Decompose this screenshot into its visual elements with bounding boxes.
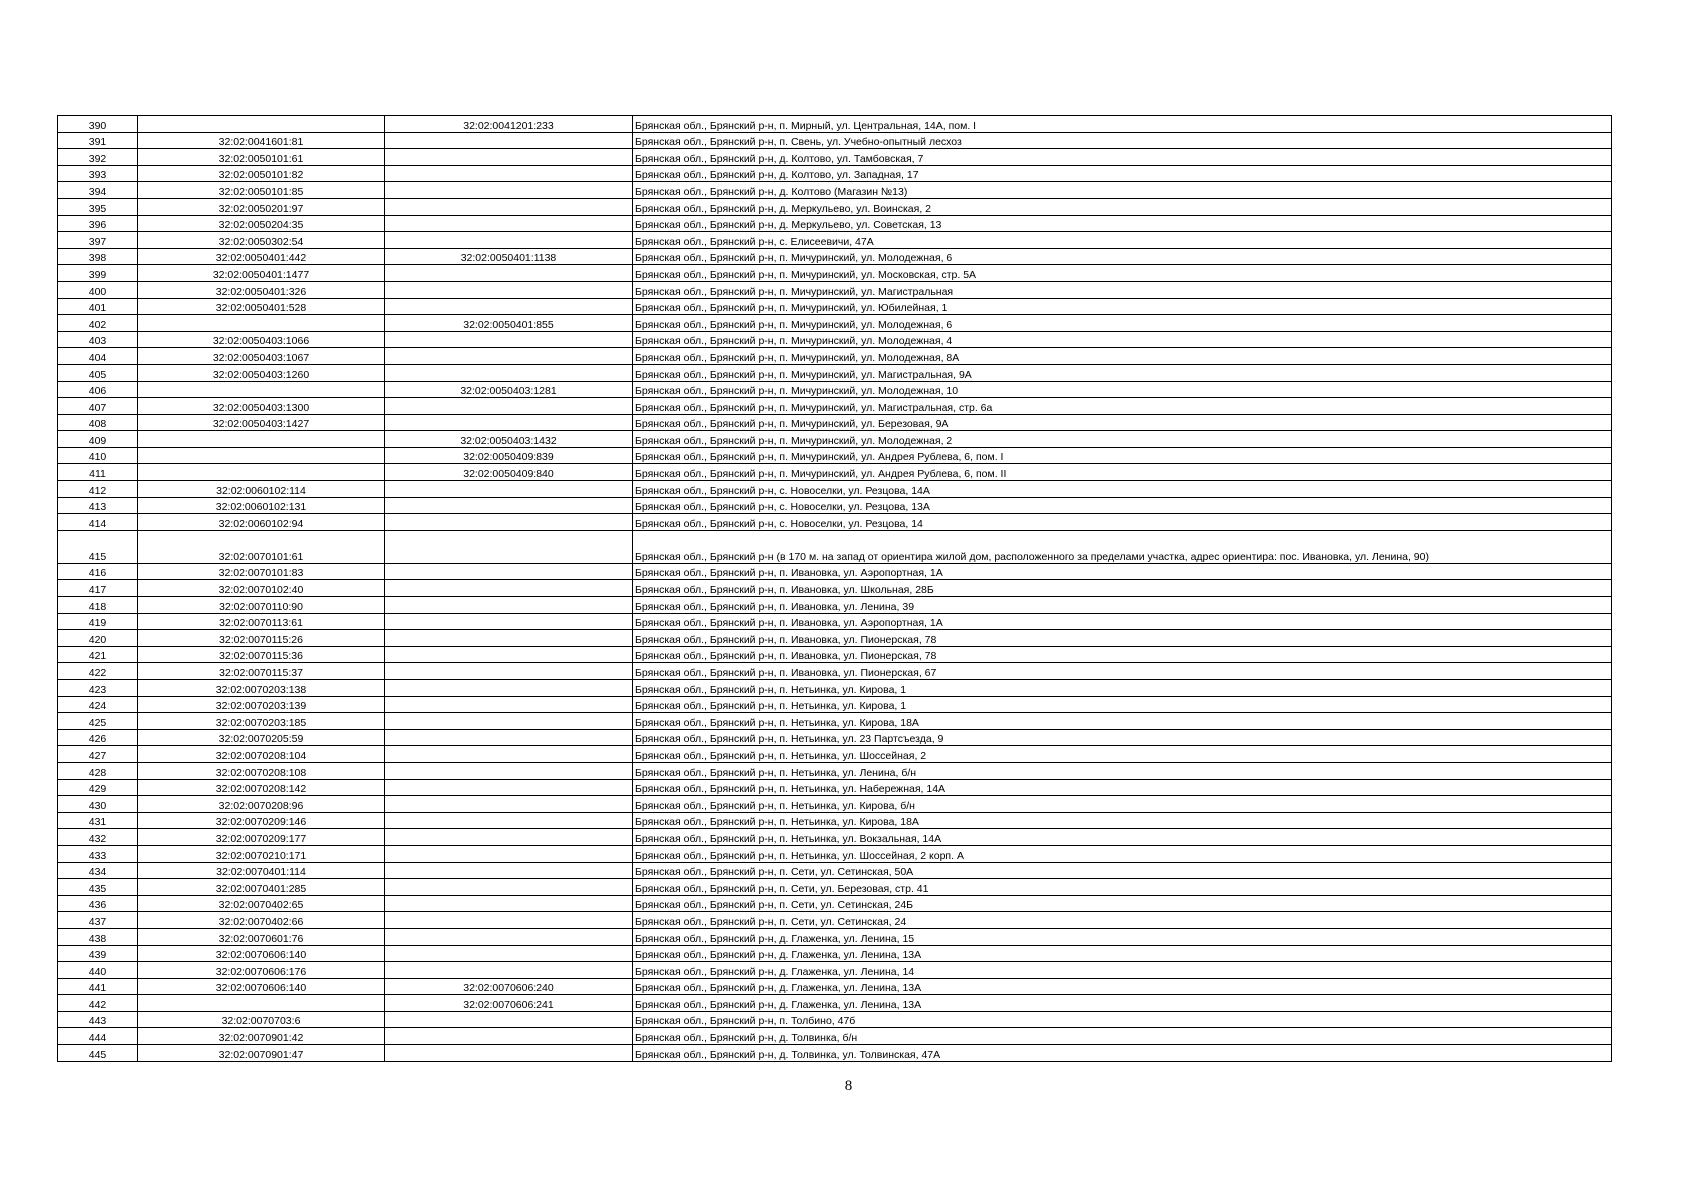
row-number-cell: 439 — [58, 945, 138, 962]
row-number-cell: 398 — [58, 248, 138, 265]
cadastral-number-cell: 32:02:0070208:104 — [138, 746, 385, 763]
cadastral-number-cell: 32:02:0070703:6 — [138, 1011, 385, 1028]
table-row — [58, 331, 1612, 348]
cadastral-number-cell: 32:02:0070102:40 — [138, 580, 385, 597]
page-number: 8 — [844, 1078, 853, 1094]
address-cell: Брянская обл., Брянский р-н, с. Новоселки, ул. Резцова, 14А — [633, 481, 1612, 498]
address-cell: Брянская обл., Брянский р-н, п. Мичуринский, ул. Магистральная, 9А — [633, 364, 1612, 381]
table-row — [58, 862, 1612, 879]
building-number-cell — [385, 812, 633, 829]
building-number-cell — [385, 762, 633, 779]
address-cell: Брянская обл., Брянский р-н, п. Сети, ул. Сетинская, 24Б — [633, 895, 1612, 912]
address-cell: Брянская обл., Брянский р-н, п. Нетьинка, ул. Кирова, 18А — [633, 812, 1612, 829]
row-number-cell: 418 — [58, 597, 138, 614]
table-row — [58, 995, 1612, 1012]
table-row — [58, 563, 1612, 580]
row-number-cell: 415 — [58, 530, 138, 563]
row-number-cell: 429 — [58, 779, 138, 796]
row-number-cell: 420 — [58, 630, 138, 647]
cadastral-number-cell: 32:02:0070402:65 — [138, 895, 385, 912]
table-row — [58, 530, 1612, 563]
address-cell: Брянская обл., Брянский р-н, д. Колтово, ул. Тамбовская, 7 — [633, 149, 1612, 166]
table-row — [58, 182, 1612, 199]
table-row — [58, 597, 1612, 614]
cadastral-number-cell: 32:02:0050403:1260 — [138, 364, 385, 381]
building-number-cell — [385, 729, 633, 746]
building-number-cell: 32:02:0050401:855 — [385, 315, 633, 332]
building-number-cell — [385, 563, 633, 580]
cadastral-number-cell: 32:02:0050401:528 — [138, 298, 385, 315]
building-number-cell: 32:02:0050403:1432 — [385, 431, 633, 448]
table-row — [58, 298, 1612, 315]
building-number-cell — [385, 331, 633, 348]
cadastral-number-cell: 32:02:0050101:85 — [138, 182, 385, 199]
table-row — [58, 497, 1612, 514]
address-cell: Брянская обл., Брянский р-н, д. Толвинка, ул. Толвинская, 47А — [633, 1045, 1612, 1062]
building-number-cell — [385, 663, 633, 680]
cadastral-number-cell: 32:02:0070115:26 — [138, 630, 385, 647]
row-number-cell: 433 — [58, 845, 138, 862]
address-cell: Брянская обл., Брянский р-н, п. Мичуринский, ул. Магистральная — [633, 281, 1612, 298]
row-number-cell: 435 — [58, 879, 138, 896]
table-row — [58, 464, 1612, 481]
building-number-cell — [385, 414, 633, 431]
row-number-cell: 414 — [58, 514, 138, 531]
building-number-cell: 32:02:0070606:240 — [385, 978, 633, 995]
building-number-cell — [385, 779, 633, 796]
table-row — [58, 646, 1612, 663]
cadastral-number-cell: 32:02:0050403:1066 — [138, 331, 385, 348]
table-row — [58, 713, 1612, 730]
building-number-cell — [385, 613, 633, 630]
table-row — [58, 481, 1612, 498]
cadastral-number-cell: 32:02:0070115:36 — [138, 646, 385, 663]
cadastral-number-cell: 32:02:0070113:61 — [138, 613, 385, 630]
address-cell: Брянская обл., Брянский р-н, п. Мичуринский, ул. Магистральная, стр. 6а — [633, 398, 1612, 415]
building-number-cell — [385, 862, 633, 879]
building-number-cell — [385, 746, 633, 763]
row-number-cell: 390 — [58, 116, 138, 133]
row-number-cell: 392 — [58, 149, 138, 166]
address-cell: Брянская обл., Брянский р-н, п. Ивановка, ул. Аэропортная, 1А — [633, 613, 1612, 630]
table-row — [58, 1011, 1612, 1028]
address-cell: Брянская обл., Брянский р-н, п. Сети, ул. Сетинская, 24 — [633, 912, 1612, 929]
table-row — [58, 729, 1612, 746]
row-number-cell: 428 — [58, 762, 138, 779]
row-number-cell: 421 — [58, 646, 138, 663]
building-number-cell — [385, 962, 633, 979]
building-number-cell — [385, 198, 633, 215]
row-number-cell: 394 — [58, 182, 138, 199]
cadastral-number-cell — [138, 116, 385, 133]
address-cell: Брянская обл., Брянский р-н, п. Нетьинка, ул. Набережная, 14А — [633, 779, 1612, 796]
table-row — [58, 364, 1612, 381]
table-row — [58, 116, 1612, 133]
table-row — [58, 812, 1612, 829]
row-number-cell: 405 — [58, 364, 138, 381]
row-number-cell: 393 — [58, 165, 138, 182]
address-cell: Брянская обл., Брянский р-н, п. Ивановка, ул. Ленина, 39 — [633, 597, 1612, 614]
building-number-cell — [385, 1028, 633, 1045]
row-number-cell: 430 — [58, 796, 138, 813]
row-number-cell: 436 — [58, 895, 138, 912]
row-number-cell: 423 — [58, 680, 138, 697]
cadastral-number-cell: 32:02:0070606:140 — [138, 978, 385, 995]
row-number-cell: 417 — [58, 580, 138, 597]
cadastral-number-cell: 32:02:0070601:76 — [138, 928, 385, 945]
building-number-cell — [385, 928, 633, 945]
cadastral-number-cell: 32:02:0050403:1427 — [138, 414, 385, 431]
cadastral-number-cell — [138, 431, 385, 448]
cadastral-number-cell: 32:02:0070901:47 — [138, 1045, 385, 1062]
building-number-cell — [385, 364, 633, 381]
cadastral-number-cell: 32:02:0050101:61 — [138, 149, 385, 166]
cadastral-number-cell: 32:02:0060102:114 — [138, 481, 385, 498]
address-cell: Брянская обл., Брянский р-н, п. Ивановка, ул. Пионерская, 78 — [633, 630, 1612, 647]
address-cell: Брянская обл., Брянский р-н, п. Нетьинка, ул. Кирова, 18А — [633, 713, 1612, 730]
registry-table — [57, 115, 1612, 1062]
address-cell: Брянская обл., Брянский р-н, п. Мичуринский, ул. Молодежная, 8А — [633, 348, 1612, 365]
table-row — [58, 663, 1612, 680]
building-number-cell — [385, 298, 633, 315]
cadastral-number-cell: 32:02:0060102:131 — [138, 497, 385, 514]
table-row — [58, 1028, 1612, 1045]
row-number-cell: 441 — [58, 978, 138, 995]
table-row — [58, 315, 1612, 332]
address-cell: Брянская обл., Брянский р-н, п. Мирный, ул. Центральная, 14А, пом. I — [633, 116, 1612, 133]
row-number-cell: 419 — [58, 613, 138, 630]
row-number-cell: 404 — [58, 348, 138, 365]
building-number-cell — [385, 497, 633, 514]
cadastral-number-cell: 32:02:0070110:90 — [138, 597, 385, 614]
address-cell: Брянская обл., Брянский р-н, п. Нетьинка, ул. Кирова, б/н — [633, 796, 1612, 813]
table-row — [58, 431, 1612, 448]
table-row — [58, 895, 1612, 912]
row-number-cell: 426 — [58, 729, 138, 746]
building-number-cell — [385, 912, 633, 929]
table-row — [58, 514, 1612, 531]
table-row — [58, 945, 1612, 962]
table-row — [58, 132, 1612, 149]
cadastral-number-cell: 32:02:0070203:138 — [138, 680, 385, 697]
cadastral-number-cell: 32:02:0050403:1067 — [138, 348, 385, 365]
cadastral-number-cell: 32:02:0050401:442 — [138, 248, 385, 265]
row-number-cell: 402 — [58, 315, 138, 332]
cadastral-number-cell: 32:02:0070205:59 — [138, 729, 385, 746]
building-number-cell — [385, 348, 633, 365]
address-cell: Брянская обл., Брянский р-н, д. Колтово (Магазин №13) — [633, 182, 1612, 199]
address-cell: Брянская обл., Брянский р-н, д. Глаженка, ул. Ленина, 14 — [633, 962, 1612, 979]
building-number-cell — [385, 1011, 633, 1028]
row-number-cell: 434 — [58, 862, 138, 879]
address-cell: Брянская обл., Брянский р-н, п. Мичуринский, ул. Березовая, 9А — [633, 414, 1612, 431]
row-number-cell: 425 — [58, 713, 138, 730]
building-number-cell — [385, 845, 633, 862]
cadastral-number-cell: 32:02:0050401:326 — [138, 281, 385, 298]
building-number-cell — [385, 165, 633, 182]
building-number-cell: 32:02:0050409:839 — [385, 447, 633, 464]
table-row — [58, 248, 1612, 265]
address-cell: Брянская обл., Брянский р-н, с. Новоселки, ул. Резцова, 14 — [633, 514, 1612, 531]
cadastral-number-cell: 32:02:0070606:140 — [138, 945, 385, 962]
address-cell: Брянская обл., Брянский р-н, п. Ивановка, ул. Пионерская, 78 — [633, 646, 1612, 663]
table-row — [58, 796, 1612, 813]
row-number-cell: 442 — [58, 995, 138, 1012]
cadastral-number-cell: 32:02:0070401:114 — [138, 862, 385, 879]
address-cell: Брянская обл., Брянский р-н, д. Глаженка, ул. Ленина, 13А — [633, 945, 1612, 962]
address-cell: Брянская обл., Брянский р-н, п. Толбино, 47б — [633, 1011, 1612, 1028]
row-number-cell: 397 — [58, 232, 138, 249]
address-cell: Брянская обл., Брянский р-н, п. Нетьинка, ул. Ленина, б/н — [633, 762, 1612, 779]
row-number-cell: 399 — [58, 265, 138, 282]
address-cell: Брянская обл., Брянский р-н, п. Ивановка, ул. Аэропортная, 1А — [633, 563, 1612, 580]
row-number-cell: 395 — [58, 198, 138, 215]
table-row — [58, 680, 1612, 697]
address-cell: Брянская обл., Брянский р-н, с. Елисеевичи, 47А — [633, 232, 1612, 249]
cadastral-number-cell: 32:02:0070208:108 — [138, 762, 385, 779]
row-number-cell: 437 — [58, 912, 138, 929]
address-cell: Брянская обл., Брянский р-н, п. Мичуринский, ул. Молодежная, 6 — [633, 315, 1612, 332]
table-row — [58, 746, 1612, 763]
building-number-cell — [385, 895, 633, 912]
building-number-cell — [385, 481, 633, 498]
row-number-cell: 408 — [58, 414, 138, 431]
address-cell: Брянская обл., Брянский р-н, п. Мичуринский, ул. Андрея Рублева, 6, пом. I — [633, 447, 1612, 464]
table-row — [58, 381, 1612, 398]
building-number-cell — [385, 182, 633, 199]
building-number-cell: 32:02:0041201:233 — [385, 116, 633, 133]
address-cell: Брянская обл., Брянский р-н, д. Глаженка, ул. Ленина, 13А — [633, 995, 1612, 1012]
table-row — [58, 962, 1612, 979]
building-number-cell — [385, 530, 633, 563]
address-cell: Брянская обл., Брянский р-н, п. Мичуринский, ул. Молодежная, 2 — [633, 431, 1612, 448]
building-number-cell — [385, 514, 633, 531]
row-number-cell: 431 — [58, 812, 138, 829]
row-number-cell: 407 — [58, 398, 138, 415]
row-number-cell: 440 — [58, 962, 138, 979]
row-number-cell: 443 — [58, 1011, 138, 1028]
table-row — [58, 978, 1612, 995]
address-cell: Брянская обл., Брянский р-н, д. Глаженка, ул. Ленина, 15 — [633, 928, 1612, 945]
building-number-cell — [385, 580, 633, 597]
address-cell: Брянская обл., Брянский р-н, п. Свень, ул. Учебно-опытный лесхоз — [633, 132, 1612, 149]
address-cell: Брянская обл., Брянский р-н, д. Глаженка, ул. Ленина, 13А — [633, 978, 1612, 995]
cadastral-number-cell — [138, 447, 385, 464]
row-number-cell: 409 — [58, 431, 138, 448]
cadastral-number-cell: 32:02:0070209:177 — [138, 829, 385, 846]
row-number-cell: 432 — [58, 829, 138, 846]
table-row — [58, 348, 1612, 365]
building-number-cell — [385, 696, 633, 713]
building-number-cell — [385, 945, 633, 962]
building-number-cell: 32:02:0050403:1281 — [385, 381, 633, 398]
row-number-cell: 401 — [58, 298, 138, 315]
cadastral-number-cell — [138, 315, 385, 332]
row-number-cell: 406 — [58, 381, 138, 398]
table-row — [58, 281, 1612, 298]
cadastral-number-cell: 32:02:0050401:1477 — [138, 265, 385, 282]
address-cell: Брянская обл., Брянский р-н, п. Нетьинка, ул. Вокзальная, 14А — [633, 829, 1612, 846]
cadastral-number-cell — [138, 464, 385, 481]
table-row — [58, 414, 1612, 431]
row-number-cell: 403 — [58, 331, 138, 348]
cadastral-number-cell: 32:02:0070901:42 — [138, 1028, 385, 1045]
building-number-cell — [385, 265, 633, 282]
cadastral-number-cell: 32:02:0050101:82 — [138, 165, 385, 182]
building-number-cell — [385, 630, 633, 647]
address-cell: Брянская обл., Брянский р-н, д. Толвинка, б/н — [633, 1028, 1612, 1045]
cadastral-number-cell: 32:02:0070210:171 — [138, 845, 385, 862]
table-row — [58, 912, 1612, 929]
cadastral-number-cell: 32:02:0060102:94 — [138, 514, 385, 531]
cadastral-number-cell: 32:02:0070203:185 — [138, 713, 385, 730]
address-cell: Брянская обл., Брянский р-н, п. Сети, ул. Сетинская, 50А — [633, 862, 1612, 879]
cadastral-number-cell: 32:02:0070606:176 — [138, 962, 385, 979]
address-cell: Брянская обл., Брянский р-н, п. Нетьинка, ул. Кирова, 1 — [633, 680, 1612, 697]
cadastral-number-cell: 32:02:0070402:66 — [138, 912, 385, 929]
building-number-cell — [385, 149, 633, 166]
row-number-cell: 427 — [58, 746, 138, 763]
address-cell: Брянская обл., Брянский р-н, п. Нетьинка, ул. Кирова, 1 — [633, 696, 1612, 713]
address-cell: Брянская обл., Брянский р-н, с. Новоселки, ул. Резцова, 13А — [633, 497, 1612, 514]
row-number-cell: 438 — [58, 928, 138, 945]
cadastral-number-cell: 32:02:0070203:139 — [138, 696, 385, 713]
cadastral-number-cell — [138, 381, 385, 398]
cadastral-number-cell — [138, 995, 385, 1012]
row-number-cell: 424 — [58, 696, 138, 713]
building-number-cell — [385, 796, 633, 813]
building-number-cell — [385, 232, 633, 249]
building-number-cell: 32:02:0050409:840 — [385, 464, 633, 481]
cadastral-number-cell: 32:02:0050302:54 — [138, 232, 385, 249]
table-row — [58, 198, 1612, 215]
table-row — [58, 630, 1612, 647]
building-number-cell — [385, 597, 633, 614]
address-cell: Брянская обл., Брянский р-н, п. Мичуринский, ул. Молодежная, 4 — [633, 331, 1612, 348]
address-cell: Брянская обл., Брянский р-н, п. Мичуринский, ул. Московская, стр. 5А — [633, 265, 1612, 282]
address-cell: Брянская обл., Брянский р-н (в 170 м. на запад от ориентира жилой дом, расположенного за пределами участка, адрес ориентира: пос. Ивановка, ул. Ленина, 90) — [633, 530, 1612, 563]
cadastral-number-cell: 32:02:0070101:83 — [138, 563, 385, 580]
table-row — [58, 149, 1612, 166]
building-number-cell — [385, 132, 633, 149]
address-cell: Брянская обл., Брянский р-н, п. Мичуринский, ул. Юбилейная, 1 — [633, 298, 1612, 315]
address-cell: Брянская обл., Брянский р-н, д. Меркульево, ул. Воинская, 2 — [633, 198, 1612, 215]
address-cell: Брянская обл., Брянский р-н, д. Колтово, ул. Западная, 17 — [633, 165, 1612, 182]
table-row — [58, 580, 1612, 597]
row-number-cell: 444 — [58, 1028, 138, 1045]
cadastral-number-cell: 32:02:0050403:1300 — [138, 398, 385, 415]
row-number-cell: 416 — [58, 563, 138, 580]
address-cell: Брянская обл., Брянский р-н, п. Мичуринский, ул. Андрея Рублева, 6, пом. II — [633, 464, 1612, 481]
registry-table-body — [58, 116, 1612, 1062]
row-number-cell: 413 — [58, 497, 138, 514]
table-row — [58, 879, 1612, 896]
cadastral-number-cell: 32:02:0070208:142 — [138, 779, 385, 796]
row-number-cell: 410 — [58, 447, 138, 464]
row-number-cell: 422 — [58, 663, 138, 680]
building-number-cell — [385, 646, 633, 663]
address-cell: Брянская обл., Брянский р-н, п. Нетьинка, ул. Шоссейная, 2 корп. А — [633, 845, 1612, 862]
row-number-cell: 396 — [58, 215, 138, 232]
row-number-cell: 445 — [58, 1045, 138, 1062]
table-row — [58, 165, 1612, 182]
address-cell: Брянская обл., Брянский р-н, п. Мичуринский, ул. Молодежная, 10 — [633, 381, 1612, 398]
row-number-cell: 400 — [58, 281, 138, 298]
cadastral-number-cell: 32:02:0050201:97 — [138, 198, 385, 215]
table-row — [58, 447, 1612, 464]
building-number-cell — [385, 680, 633, 697]
building-number-cell — [385, 281, 633, 298]
table-row — [58, 928, 1612, 945]
table-row — [58, 398, 1612, 415]
cadastral-number-cell: 32:02:0050204:35 — [138, 215, 385, 232]
building-number-cell: 32:02:0070606:241 — [385, 995, 633, 1012]
address-cell: Брянская обл., Брянский р-н, п. Ивановка, ул. Пионерская, 67 — [633, 663, 1612, 680]
building-number-cell — [385, 398, 633, 415]
cadastral-number-cell: 32:02:0041601:81 — [138, 132, 385, 149]
row-number-cell: 411 — [58, 464, 138, 481]
row-number-cell: 412 — [58, 481, 138, 498]
building-number-cell — [385, 879, 633, 896]
building-number-cell: 32:02:0050401:1138 — [385, 248, 633, 265]
cadastral-number-cell: 32:02:0070115:37 — [138, 663, 385, 680]
cadastral-number-cell: 32:02:0070208:96 — [138, 796, 385, 813]
cadastral-number-cell: 32:02:0070401:285 — [138, 879, 385, 896]
address-cell: Брянская обл., Брянский р-н, п. Мичуринский, ул. Молодежная, 6 — [633, 248, 1612, 265]
table-row — [58, 696, 1612, 713]
address-cell: Брянская обл., Брянский р-н, д. Меркульево, ул. Советская, 13 — [633, 215, 1612, 232]
cadastral-number-cell: 32:02:0070101:61 — [138, 530, 385, 563]
building-number-cell — [385, 215, 633, 232]
table-row — [58, 829, 1612, 846]
table-row — [58, 215, 1612, 232]
table-row — [58, 779, 1612, 796]
building-number-cell — [385, 829, 633, 846]
address-cell: Брянская обл., Брянский р-н, п. Нетьинка, ул. Шоссейная, 2 — [633, 746, 1612, 763]
address-cell: Брянская обл., Брянский р-н, п. Нетьинка, ул. 23 Партсъезда, 9 — [633, 729, 1612, 746]
building-number-cell — [385, 713, 633, 730]
table-row — [58, 762, 1612, 779]
address-cell: Брянская обл., Брянский р-н, п. Ивановка, ул. Школьная, 28Б — [633, 580, 1612, 597]
table-row — [58, 1045, 1612, 1062]
row-number-cell: 391 — [58, 132, 138, 149]
table-row — [58, 232, 1612, 249]
cadastral-number-cell: 32:02:0070209:146 — [138, 812, 385, 829]
building-number-cell — [385, 1045, 633, 1062]
table-row — [58, 265, 1612, 282]
address-cell: Брянская обл., Брянский р-н, п. Сети, ул. Березовая, стр. 41 — [633, 879, 1612, 896]
table-row — [58, 613, 1612, 630]
table-row — [58, 845, 1612, 862]
